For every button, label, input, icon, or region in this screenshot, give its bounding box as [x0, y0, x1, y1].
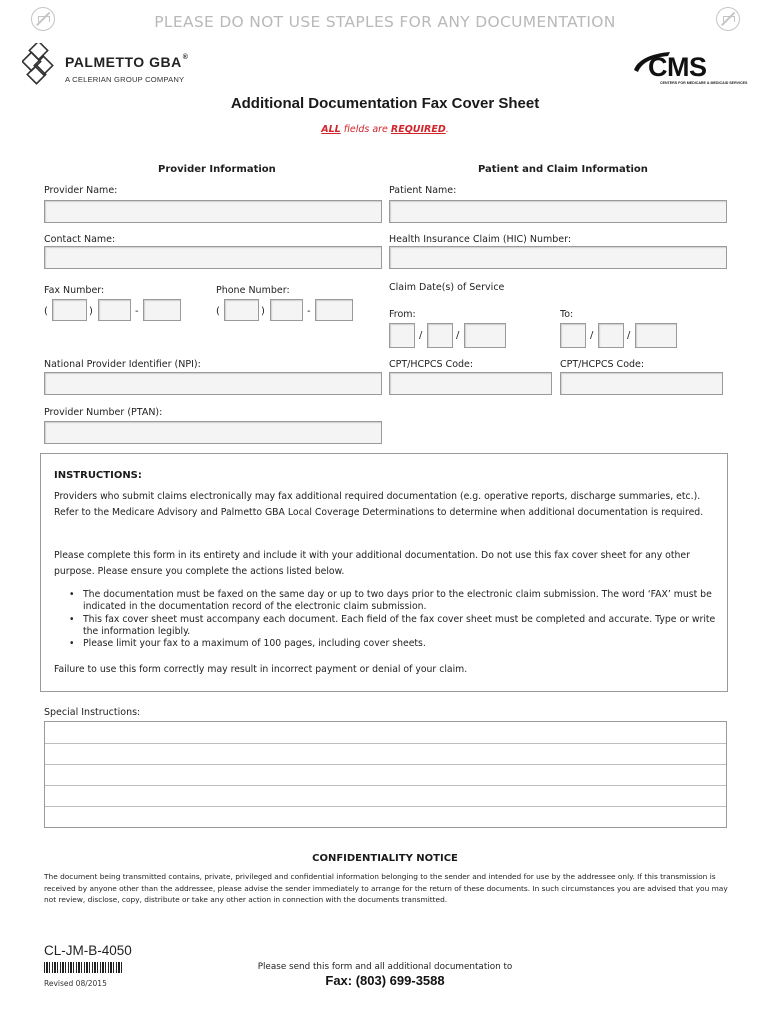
fax-open-paren: (	[44, 306, 48, 317]
logo-registered: ®	[182, 54, 189, 61]
ptan-label: Provider Number (PTAN):	[44, 407, 163, 418]
fax-prefix-field[interactable]	[98, 299, 131, 321]
cms-tagline: CENTERS FOR MEDICARE & MEDICAID SERVICES	[660, 81, 748, 85]
npi-label: National Provider Identifier (NPI):	[44, 359, 201, 370]
from-slash-1: /	[419, 330, 423, 341]
logo-name: PALMETTO GBA	[65, 54, 182, 70]
npi-field[interactable]	[44, 372, 382, 395]
from-label: From:	[389, 309, 416, 320]
special-instructions-label: Special Instructions:	[44, 707, 141, 718]
bullet-item-3: • Please limit your fax to a maximum of 100 pages, including cover sheets.	[69, 638, 719, 650]
contact-name-label: Contact Name:	[44, 234, 116, 245]
phone-open-paren: (	[216, 306, 220, 317]
cms-name: CMS	[648, 52, 707, 82]
cpt-code-field-2[interactable]	[560, 372, 723, 395]
claim-dates-label: Claim Date(s) of Service	[389, 282, 505, 293]
required-middle: fields are	[340, 124, 391, 135]
fax-number-label: Fax Number:	[44, 285, 105, 296]
special-line-2	[45, 764, 726, 765]
from-year-field[interactable]	[464, 323, 506, 348]
patient-name-label: Patient Name:	[389, 185, 457, 196]
fax-close-paren: )	[89, 306, 93, 317]
required-word: REQUIRED	[390, 124, 446, 135]
to-year-field[interactable]	[635, 323, 677, 348]
instructions-box	[40, 453, 728, 692]
phone-dash: -	[307, 306, 311, 317]
fax-number: Fax: (803) 699-3588	[325, 973, 445, 988]
instructions-para-3: Failure to use this form correctly may result in incorrect payment or denial of your claim.	[54, 664, 468, 675]
staples-notice: PLEASE DO NOT USE STAPLES FOR ANY DOCUMENTATION	[154, 13, 616, 31]
bullet-item-2: • This fax cover sheet must accompany each document. Each field of the fax cover sheet must be completed and accurate. Type or write the information legibly.	[69, 614, 719, 639]
cpt-label-2: CPT/HCPCS Code:	[560, 359, 645, 370]
phone-line-field[interactable]	[315, 299, 353, 321]
to-label: To:	[560, 309, 574, 320]
special-line-3	[45, 785, 726, 786]
logo-tagline: A CELERIAN GROUP COMPANY	[65, 75, 185, 84]
provider-name-field[interactable]	[44, 200, 382, 223]
special-line-4	[45, 806, 726, 807]
bullet-item-1: • The documentation must be faxed on the same day or up to two days prior to the electronic claim submission. The word ‘FAX’ must be indicated in the documentation record of the electronic claim submission.	[69, 589, 719, 614]
phone-close-paren: )	[261, 306, 265, 317]
confidentiality-heading: CONFIDENTIALITY NOTICE	[312, 853, 458, 864]
fax-line-field[interactable]	[143, 299, 181, 321]
provider-name-label: Provider Name:	[44, 185, 118, 196]
to-month-field[interactable]	[560, 323, 586, 348]
patient-heading: Patient and Claim Information	[478, 164, 648, 175]
instructions-heading: INSTRUCTIONS:	[54, 470, 142, 481]
patient-name-field[interactable]	[389, 200, 727, 223]
phone-number-label: Phone Number:	[216, 285, 290, 296]
required-all: ALL	[321, 124, 341, 135]
to-slash-2: /	[627, 330, 631, 341]
instructions-para-2: Please complete this form in its entirety and include it with your additional documentation. Do not use this fax cover sheet for any other purpose. Please ensure you complete the actions listed below.	[54, 550, 690, 577]
hic-label: Health Insurance Claim (HIC) Number:	[389, 234, 572, 245]
send-instructions: Please send this form and all additional documentation to	[257, 962, 513, 972]
confidentiality-text: The document being transmitted contains, private, privileged and confidential information belonging to the sender and intended for use by the addressee only. If this transmission is received by anyone other than the addressee, please advise the sender immediately to arrange for the return of these documents. In such circumstances you are advised that you may not review, disclose, copy, distribute or take any other action in connection with the documents transmitted.	[44, 872, 728, 904]
from-day-field[interactable]	[427, 323, 453, 348]
fax-area-code-field[interactable]	[52, 299, 87, 321]
to-slash-1: /	[590, 330, 594, 341]
to-day-field[interactable]	[598, 323, 624, 348]
instructions-para-1: Providers who submit claims electronically may fax additional required documentation (e.g. operative reports, discharge summaries, etc.). Refer to the Medicare Advisory and Palmetto GBA Local Coverage Determinations to determine when additional documentation is required.	[54, 491, 704, 518]
from-slash-2: /	[456, 330, 460, 341]
fax-dash: -	[135, 306, 139, 317]
revised-date: Revised 08/2015	[44, 979, 107, 988]
required-note	[0, 124, 770, 135]
cms-logo	[630, 48, 750, 90]
contact-name-field[interactable]	[44, 246, 382, 269]
ptan-field[interactable]	[44, 421, 382, 444]
special-instructions-field[interactable]	[44, 721, 727, 828]
phone-prefix-field[interactable]	[270, 299, 303, 321]
from-month-field[interactable]	[389, 323, 415, 348]
palmetto-logo-icon	[22, 43, 58, 85]
form-title: Additional Documentation Fax Cover Sheet	[230, 95, 540, 112]
palmetto-logo	[22, 43, 242, 89]
instructions-bullets	[69, 589, 719, 650]
hic-field[interactable]	[389, 246, 727, 269]
cpt-code-field-1[interactable]	[389, 372, 552, 395]
form-code: CL-JM-B-4050	[44, 943, 132, 958]
required-period: .	[445, 124, 449, 135]
phone-area-code-field[interactable]	[224, 299, 259, 321]
special-line-1	[45, 743, 726, 744]
provider-heading: Provider Information	[158, 164, 276, 175]
cpt-label-1: CPT/HCPCS Code:	[389, 359, 474, 370]
